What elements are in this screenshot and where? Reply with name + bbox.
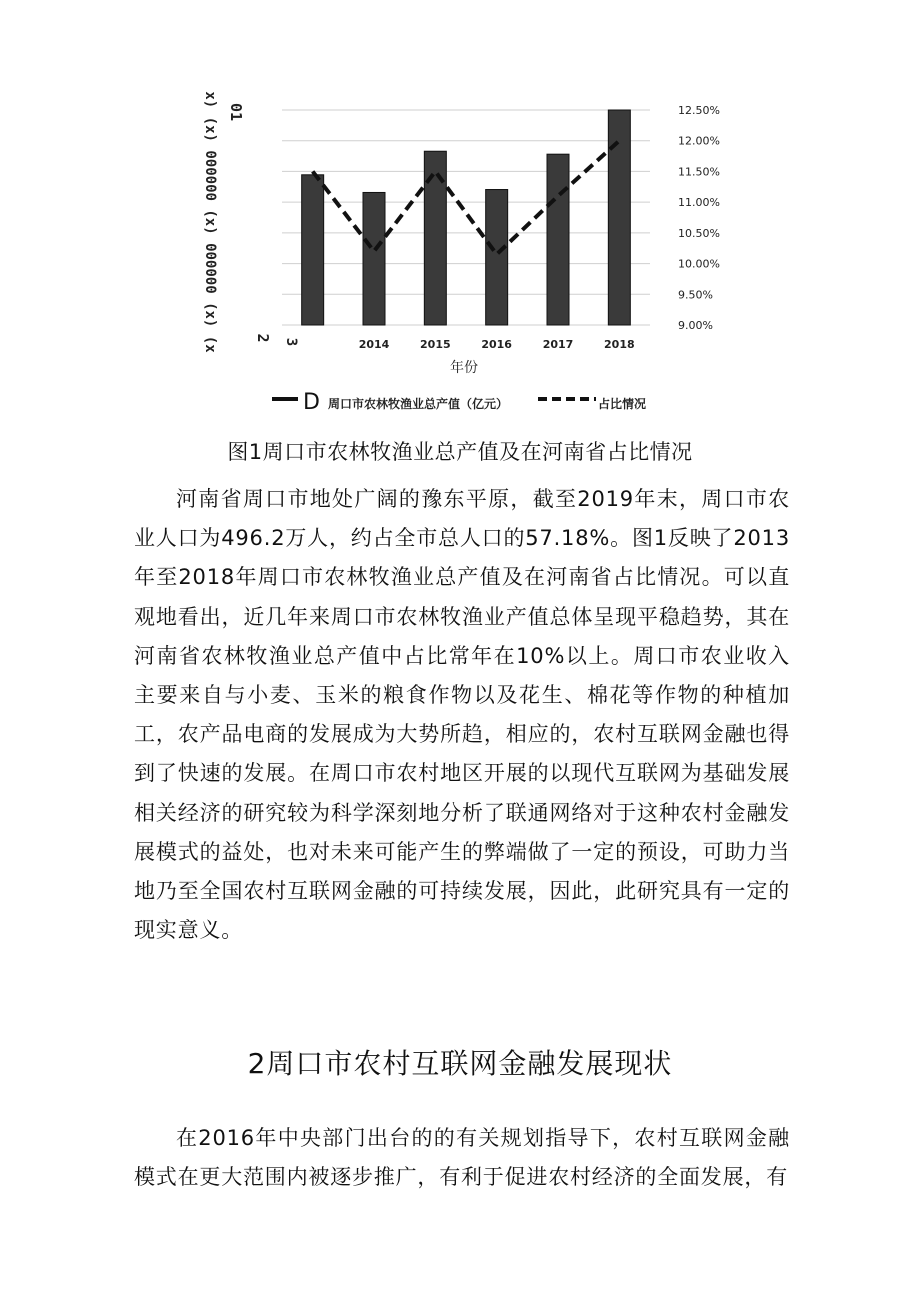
x-tick-label: 2017 [542,338,574,351]
gridlines [282,110,650,325]
x-tick-label: 2018 [604,338,635,351]
legend-marker-text: D [303,390,320,415]
right-tick-label: 10.50% [678,226,720,240]
section-heading: 2周口市农村互联网金融发展现状 [247,1047,673,1080]
bar [302,175,324,325]
bar [486,190,508,325]
x-axis-title: 年份 [450,360,478,376]
bar-series [302,110,631,325]
left-axis-bottom-label: 2 [254,333,272,343]
x-tick-label: 2014 [358,338,390,351]
legend-label-line: 占比情况 [598,397,647,411]
right-tick-label: 11.50% [678,165,720,179]
x-tick-label: 2016 [481,338,512,351]
right-tick-label: 12.50% [678,104,720,117]
x-tick-label: 2015 [420,338,451,351]
right-tick-label: 11.00% [678,196,720,210]
bar [608,110,630,325]
legend-label-bars: 周口市农林牧渔业总产值（亿元） [328,397,509,411]
right-tick-label: 10.00% [678,257,720,271]
paragraph-section-2: 在2016年中央部门出台的的有关规划指导下，农村互联网金融模式在更大范围内被逐步推广，有利于促进农村经济的全面发展，有 [134,1126,790,1190]
bar [424,151,446,325]
paragraph-intro: 河南省周口市地处广阔的豫东平原，截至2019年末，周口市农业人口为496.2万人，约占全市总人口的57.18%。图1反映了2013年至2018年周口市农林牧渔业总产值及在河南省占比情况。可以直观地看出，近几年来周口市农林牧渔业产值总体呈现平稳趋势，其在河南省农林牧渔业总产值中占比常年在10%以上。周口市农业收入主要来自与小麦、玉米的粮食作物以及花生、棉花等作物的种植加工，农产品电商的发展成为大势所趋，相应的，农村互联网金融也得到了快速的发展。在周口市农村地区开展的以现代互联网为基础发展相关经济的研究较为科学深刻地分析了联通网络对于这种农村金融发展模式的益处，也对未来可能产生的弊端做了一定的预设，可助力当地乃至全国农村互联网金融的可持续发展，因此，此研究具有一定的现实意义。 [134,487,790,943]
x-tick-labels [359,338,635,351]
right-tick-label: 12.00% [678,134,720,148]
bar [547,154,569,325]
share-line [313,141,620,255]
chart [0,0,920,420]
figure-caption: 图1周口市农林牧渔业总产值及在河南省占比情况 [227,440,693,464]
right-tick-label: 9.50% [678,288,713,302]
left-axis-top-label: 01 [227,102,245,122]
bar [363,192,385,325]
x-tick-label-partial: 3 [283,337,299,347]
left-axis-label: x) (x) 000000 (x) 000000 (x) (x [202,91,218,353]
right-tick-labels [678,104,720,332]
right-tick-label: 9.00% [678,319,713,332]
